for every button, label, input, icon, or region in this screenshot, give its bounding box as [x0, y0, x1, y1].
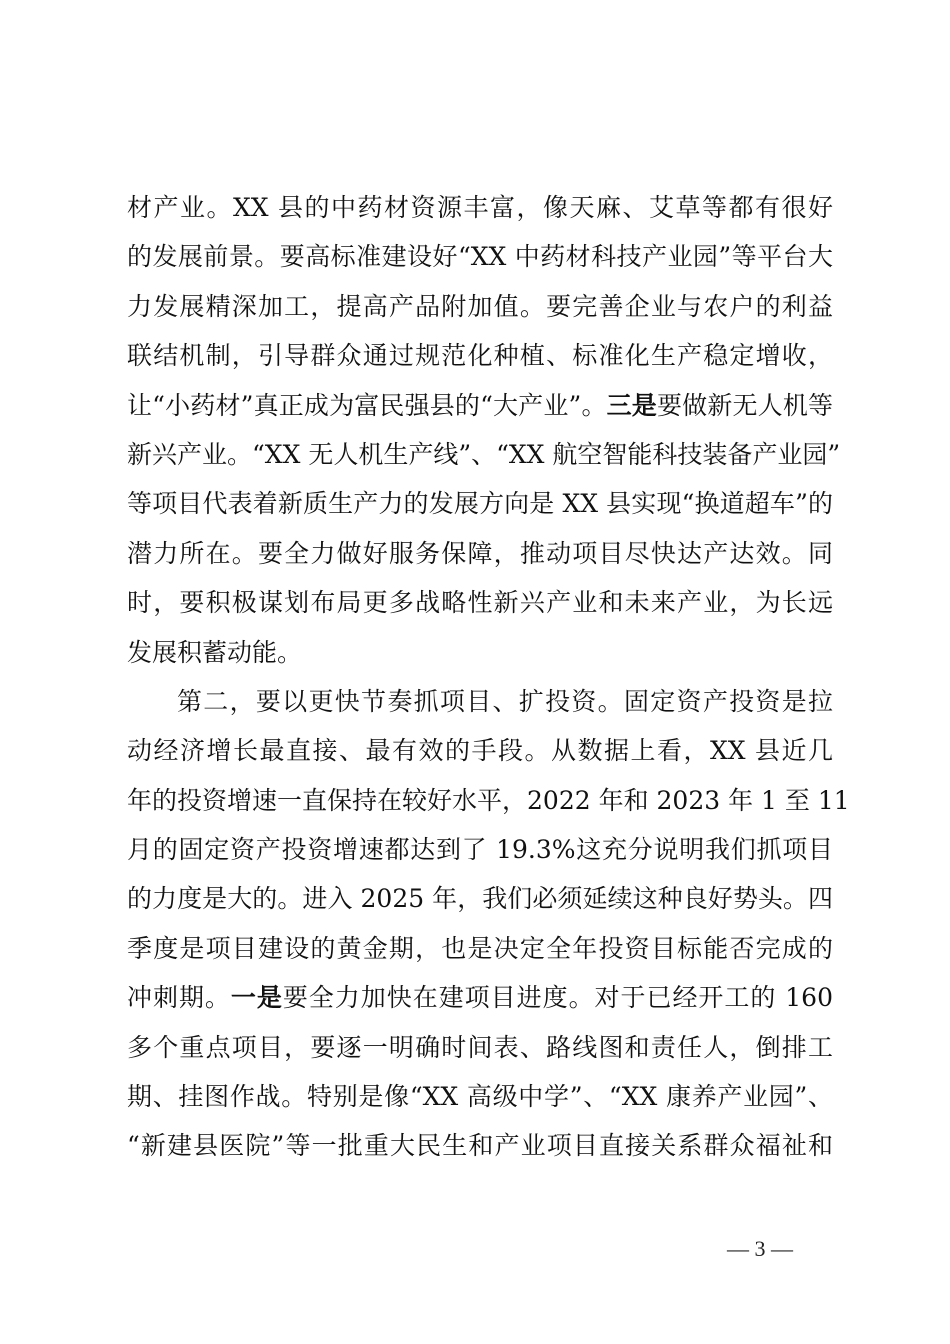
bold-keyword: 三是 — [606, 390, 657, 420]
text-line: 力发展精深加工，提高产品附加值。要完善企业与农户的利益 — [127, 291, 833, 321]
text-line: 期、挂图作战。特别是像“XX 高级中学”、“XX 康养产业园”、 — [127, 1082, 833, 1112]
text-line: 年的投资增速一直保持在较好水平，2022 年和 2023 年 1 至 11 — [127, 785, 850, 815]
text-line: “新建县医院”等一批重大民生和产业项目直接关系群众福祉和 — [127, 1131, 833, 1161]
text-line: 动经济增长最直接、最有效的手段。从数据上看，XX 县近几 — [127, 736, 833, 766]
text-span: 要做新无人机等 — [656, 390, 833, 420]
text-line: 月的固定资产投资增速都达到了 19.3%这充分说明我们抓项目 — [127, 835, 833, 865]
text-span: 让“小药材”真正成为富民强县的“大产业”。 — [127, 390, 607, 420]
page-number: — 3 — — [727, 1236, 793, 1261]
text-line: 的力度是大的。进入 2025 年，我们必须延续这种良好势头。四 — [127, 884, 833, 914]
text-line: 多个重点项目，要逐一明确时间表、路线图和责任人，倒排工 — [127, 1032, 833, 1062]
text-line: 联结机制，引导群众通过规范化种植、标准化生产稳定增收， — [127, 341, 833, 371]
text-span: 冲刺期。 — [127, 983, 231, 1013]
text-line — [127, 381, 833, 430]
text-line — [127, 973, 833, 1022]
text-line: 季度是项目建设的黄金期，也是决定全年投资目标能否完成的 — [127, 933, 833, 963]
text-line: 新兴产业。“XX 无人机生产线”、“XX 航空智能科技装备产业园” — [127, 439, 841, 469]
text-line: 潜力所在。要全力做好服务保障，推动项目尽快达产达效。同 — [127, 538, 833, 568]
paragraph-industries — [127, 183, 841, 677]
text-line: 发展积蓄动能。 — [127, 637, 303, 667]
text-line: 第二，要以更快节奏抓项目、扩投资。固定资产投资是拉 — [177, 686, 833, 716]
text-span: 要全力加快在建项目进度。对于已经开工的 160 — [282, 983, 833, 1013]
paragraph-investment — [127, 677, 850, 1171]
document-body — [127, 183, 850, 1171]
text-line: 时，要积极谋划布局更多战略性新兴产业和未来产业，为长远 — [127, 588, 833, 618]
text-line: 等项目代表着新质生产力的发展方向是 XX 县实现“换道超车”的 — [127, 489, 833, 519]
bold-keyword: 一是 — [230, 983, 283, 1013]
text-line: 材产业。XX 县的中药材资源丰富，像天麻、艾草等都有很好 — [127, 193, 833, 222]
text-line: 的发展前景。要高标准建设好“XX 中药材科技产业园”等平台大 — [127, 242, 833, 272]
